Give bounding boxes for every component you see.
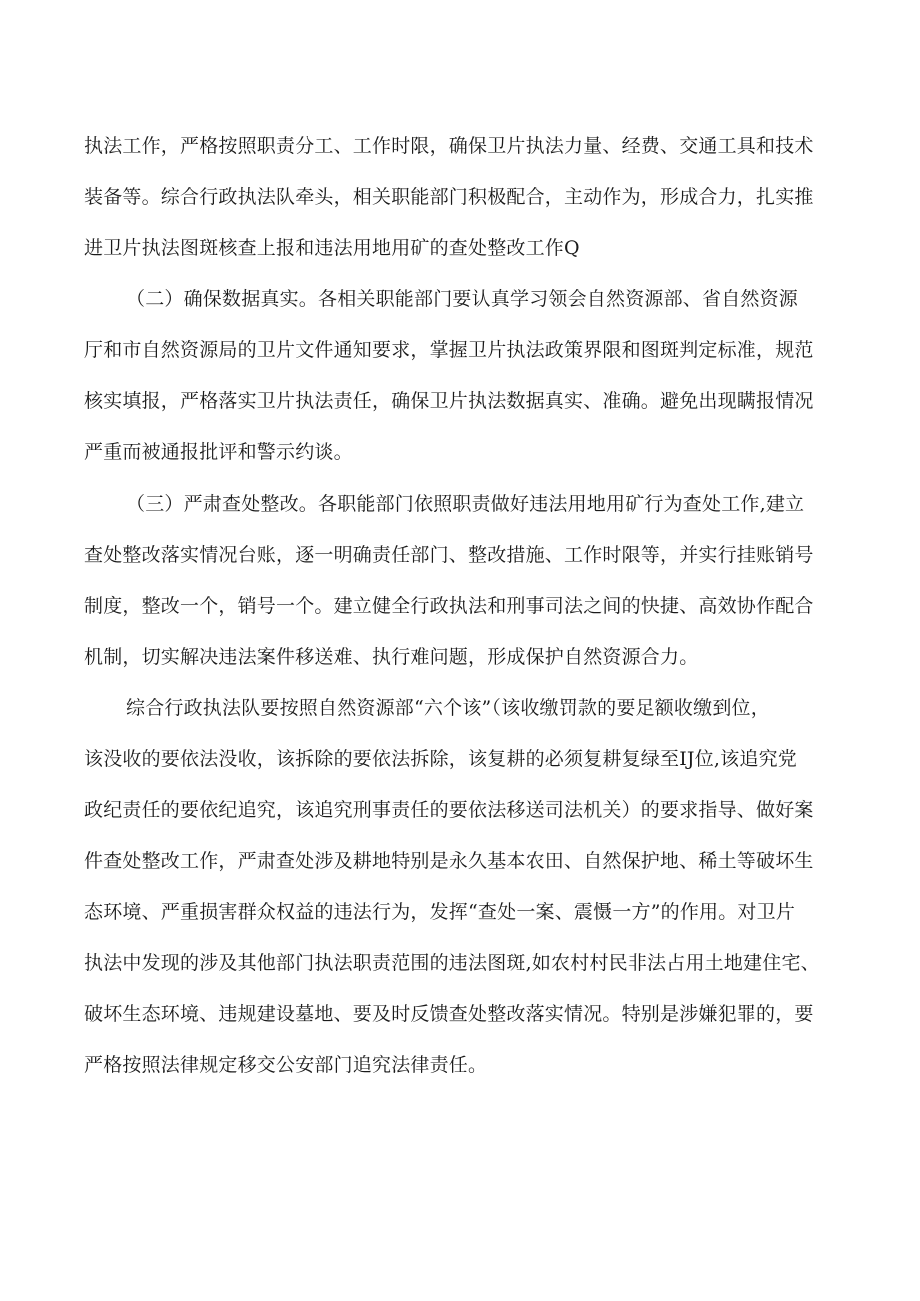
paragraph-line: 该没收的要依法没收，该拆除的要依法拆除，该复耕的必须复耕复绿至IJ位,该追究党 [84, 748, 797, 770]
paragraph-line: 制度，整改一个，销号一个。建立健全行政执法和刑事司法之间的快捷、高效协作配合 [84, 595, 814, 617]
paragraph-line: 机制，切实解决违法案件移送难、执行难问题，形成保护自然资源合力。 [84, 646, 699, 668]
paragraph-line: 综合行政执法队要按照自然资源部“六个该”（该收缴罚款的要足额收缴到位， [126, 697, 770, 719]
paragraph-line: 查处整改落实情况台账，逐一明确责任部门、整改措施、工作时限等，并实行挂账销号 [84, 544, 814, 566]
paragraph-line: 执法工作，严格按照职责分工、工作时限，确保卫片执法力量、经费、交通工具和技术 [84, 135, 814, 157]
paragraph-line: 执法中发现的涉及其他部门执法职责范围的违法图斑,如农村村民非法占用土地建住宅、 [84, 952, 820, 974]
paragraph-line: 核实填报，严格落实卫片执法责任，确保卫片执法数据真实、准确。避免出现瞒报情况 [84, 390, 814, 412]
paragraph-line: 装备等。综合行政执法队牵头，相关职能部门积极配合，主动作为，形成合力，扎实推 [84, 186, 814, 208]
paragraph-line: 厅和市自然资源局的卫片文件通知要求，掌握卫片执法政策界限和图斑判定标准，规范 [84, 339, 814, 361]
paragraph-line: 政纪责任的要依纪追究，该追究刑事责任的要依法移送司法机关）的要求指导、做好案 [84, 799, 814, 821]
paragraph-line: 破坏生态环境、违规建设墓地、要及时反馈查处整改落实情况。特别是涉嫌犯罪的，要 [84, 1003, 814, 1025]
paragraph-line: 严格按照法律规定移交公安部门追究法律责任。 [84, 1054, 488, 1076]
paragraph-line: （三）严肃查处整改。各职能部门依照职责做好违法用地用矿行为查处工作,建立 [126, 493, 805, 515]
paragraph-line: 件查处整改工作，严肃查处涉及耕地特别是永久基本农田、自然保护地、稀土等破坏生 [84, 850, 814, 872]
paragraph-line: （二）确保数据真实。各相关职能部门要认真学习领会自然资源部、省自然资源 [126, 288, 799, 310]
paragraph-line: 进卫片执法图斑核查上报和违法用地用矿的查处整改工作Q [84, 237, 580, 259]
paragraph-line: 态环境、严重损害群众权益的违法行为，发挥“查处一案、震慑一方”的作用。对卫片 [84, 901, 796, 923]
paragraph-line: 严重而被通报批评和警示约谈。 [84, 441, 353, 463]
